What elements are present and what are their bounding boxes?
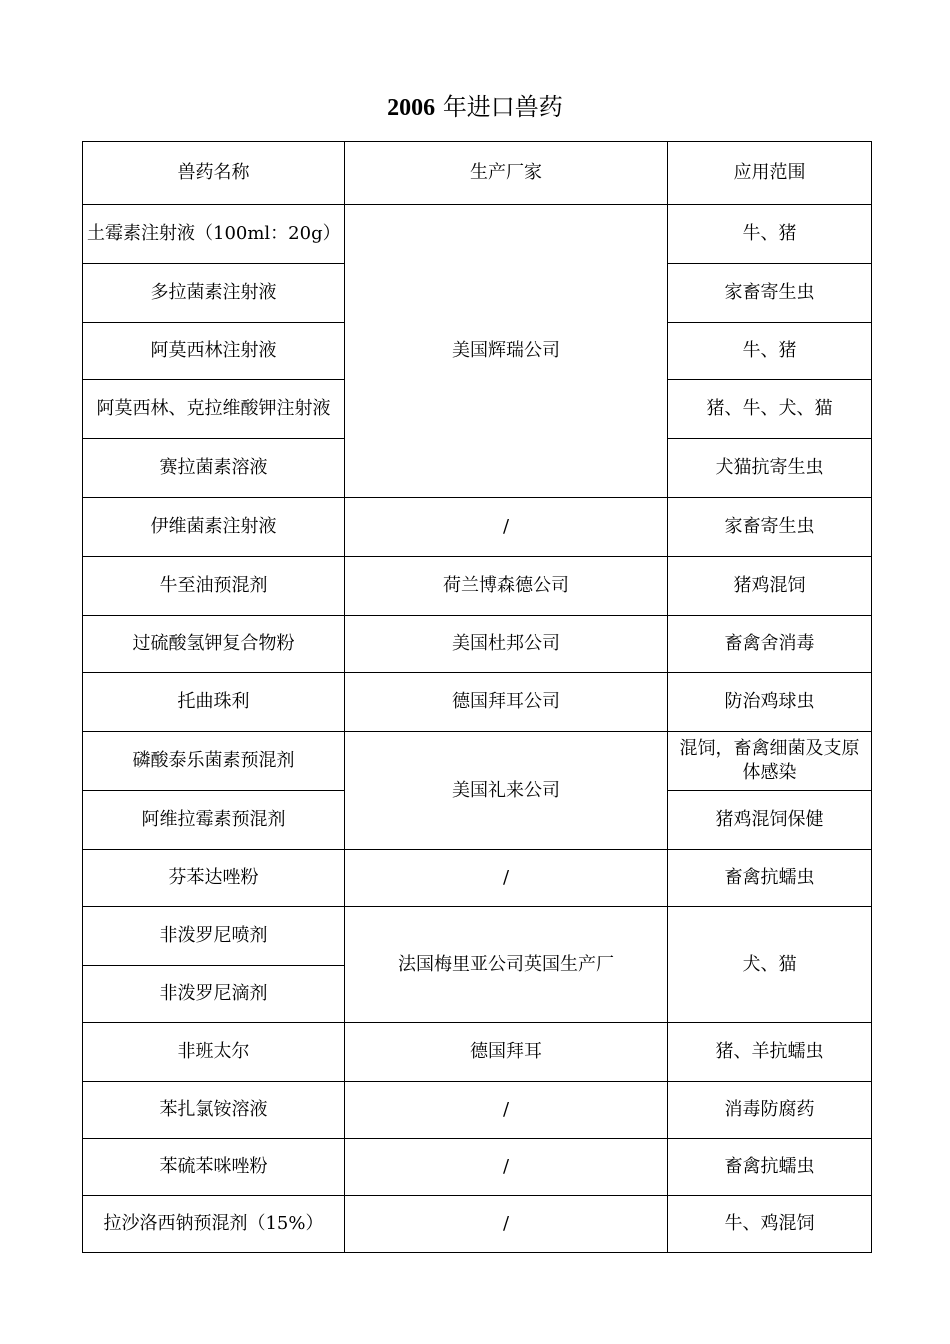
drug-name-cell: 过硫酸氢钾复合物粉 [83,616,345,673]
table-row [83,732,872,791]
manufacturer-cell: 美国杜邦公司 [345,616,668,673]
table-row [83,1196,872,1253]
table-row [83,498,872,557]
table-row [83,557,872,616]
drug-name-cell: 非班太尔 [83,1023,345,1082]
title-text: 年进口兽药 [442,93,563,121]
application-cell: 牛、鸡混饲 [668,1196,872,1253]
manufacturer-cell: / [345,1082,668,1139]
drug-name-cell: 土霉素注射液（100ml：20g） [83,205,345,264]
application-cell: 犬猫抗寄生虫 [668,439,872,498]
manufacturer-cell: / [345,1139,668,1196]
drug-name-cell: 磷酸泰乐菌素预混剂 [83,732,345,791]
drug-table [82,141,872,1253]
table-row [83,1139,872,1196]
application-cell: 牛、猪 [668,205,872,264]
application-cell: 猪、羊抗蠕虫 [668,1023,872,1082]
table-row [83,673,872,732]
drug-name-cell: 非泼罗尼喷剂 [83,907,345,966]
table-row [83,205,872,264]
manufacturer-cell: 德国拜耳 [345,1023,668,1082]
manufacturer-cell: / [345,498,668,557]
title-year: 2006 [387,95,436,121]
drug-name-cell: 托曲珠利 [83,673,345,732]
manufacturer-cell: / [345,1196,668,1253]
application-cell: 家畜寄生虫 [668,498,872,557]
drug-name-cell: 伊维菌素注射液 [83,498,345,557]
header-manufacturer: 生产厂家 [345,142,668,205]
application-cell: 猪、牛、犬、猫 [668,380,872,439]
header-application: 应用范围 [668,142,872,205]
application-cell: 猪鸡混饲保健 [668,791,872,850]
drug-name-cell: 赛拉菌素溶液 [83,439,345,498]
drug-name-cell: 牛至油预混剂 [83,557,345,616]
application-cell: 牛、猪 [668,323,872,380]
drug-name-cell: 非泼罗尼滴剂 [83,966,345,1023]
drug-name-cell: 苯扎氯铵溶液 [83,1082,345,1139]
manufacturer-cell: 美国礼来公司 [345,732,668,850]
manufacturer-cell: 德国拜耳公司 [345,673,668,732]
drug-name-cell: 多拉菌素注射液 [83,264,345,323]
drug-name-cell: 芬苯达唑粉 [83,850,345,907]
table-header-row [83,142,872,205]
table-row [83,616,872,673]
drug-name-cell: 苯硫苯咪唑粉 [83,1139,345,1196]
manufacturer-cell: 美国辉瑞公司 [345,205,668,498]
table-row [83,850,872,907]
manufacturer-cell: / [345,850,668,907]
header-drug-name: 兽药名称 [83,142,345,205]
application-cell: 畜禽抗蠕虫 [668,850,872,907]
application-cell: 混饲，畜禽细菌及支原体感染 [668,732,872,791]
drug-name-cell: 阿莫西林注射液 [83,323,345,380]
application-cell: 犬、猫 [668,907,872,1023]
application-cell: 防治鸡球虫 [668,673,872,732]
application-cell: 猪鸡混饲 [668,557,872,616]
drug-name-cell: 阿维拉霉素预混剂 [83,791,345,850]
table-row [83,1082,872,1139]
application-cell: 消毒防腐药 [668,1082,872,1139]
table-row [83,1023,872,1082]
manufacturer-cell: 荷兰博森德公司 [345,557,668,616]
manufacturer-cell: 法国梅里亚公司英国生产厂 [345,907,668,1023]
page-title [0,90,950,125]
application-cell: 家畜寄生虫 [668,264,872,323]
application-cell: 畜禽抗蠕虫 [668,1139,872,1196]
table-row [83,907,872,966]
drug-name-cell: 拉沙洛西钠预混剂（15%） [83,1196,345,1253]
drug-name-cell: 阿莫西林、克拉维酸钾注射液 [83,380,345,439]
application-cell: 畜禽舍消毒 [668,616,872,673]
